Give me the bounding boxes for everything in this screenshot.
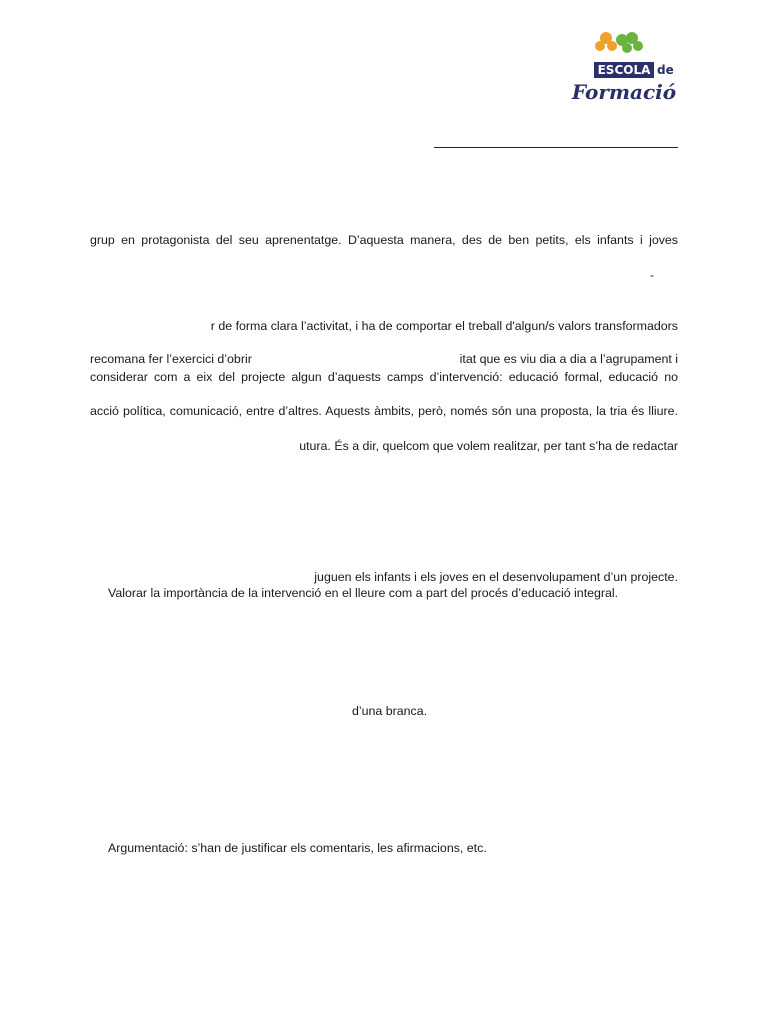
text-line-6: acció política, comunicació, entre d’altres. Aquests àmbits, però, només són una proposta, la tria és lliure. [90, 404, 678, 418]
escola-de-formacio-logo [560, 26, 680, 106]
text-line-3: r de forma clara l’activitat, i ha de comportar el treball d'algun/s valors transformadors [210, 319, 678, 333]
signature-line [434, 147, 678, 148]
text-line-4a: recomana fer l’exercici d’obrir [90, 352, 252, 366]
text-line-11: Argumentació: s’han de justificar els comentaris, les afirmacions, etc. [108, 841, 487, 855]
text-line-5: considerar com a eix del projecte algun d’aquests camps d’intervenció: educació formal, educació no [90, 370, 678, 384]
text-line-4b: itat que es viu dia a dia a l’agrupament i [459, 352, 678, 366]
logo-word-formacio: Formació [571, 80, 677, 104]
text-line-1: grup en protagonista del seu aprenentatge. D’aquesta manera, des de ben petits, els infants i joves [90, 233, 678, 247]
text-line-9: Valorar la importància de la intervenció en el lleure com a part del procés d’educació integral. [108, 586, 619, 600]
logo-word-escola: ESCOLA [597, 63, 651, 77]
text-line-8: juguen els infants i els joves en el desenvolupament d’un projecte. [314, 570, 678, 584]
text-hyphen: - [650, 268, 655, 282]
logo-graphic [560, 26, 680, 106]
flower-icon [595, 32, 643, 53]
logo-word-de: de [657, 63, 674, 77]
text-line-7: utura. És a dir, quelcom que volem realitzar, per tant s’ha de redactar [299, 439, 678, 453]
text-line-10: d’una branca. [352, 704, 428, 718]
